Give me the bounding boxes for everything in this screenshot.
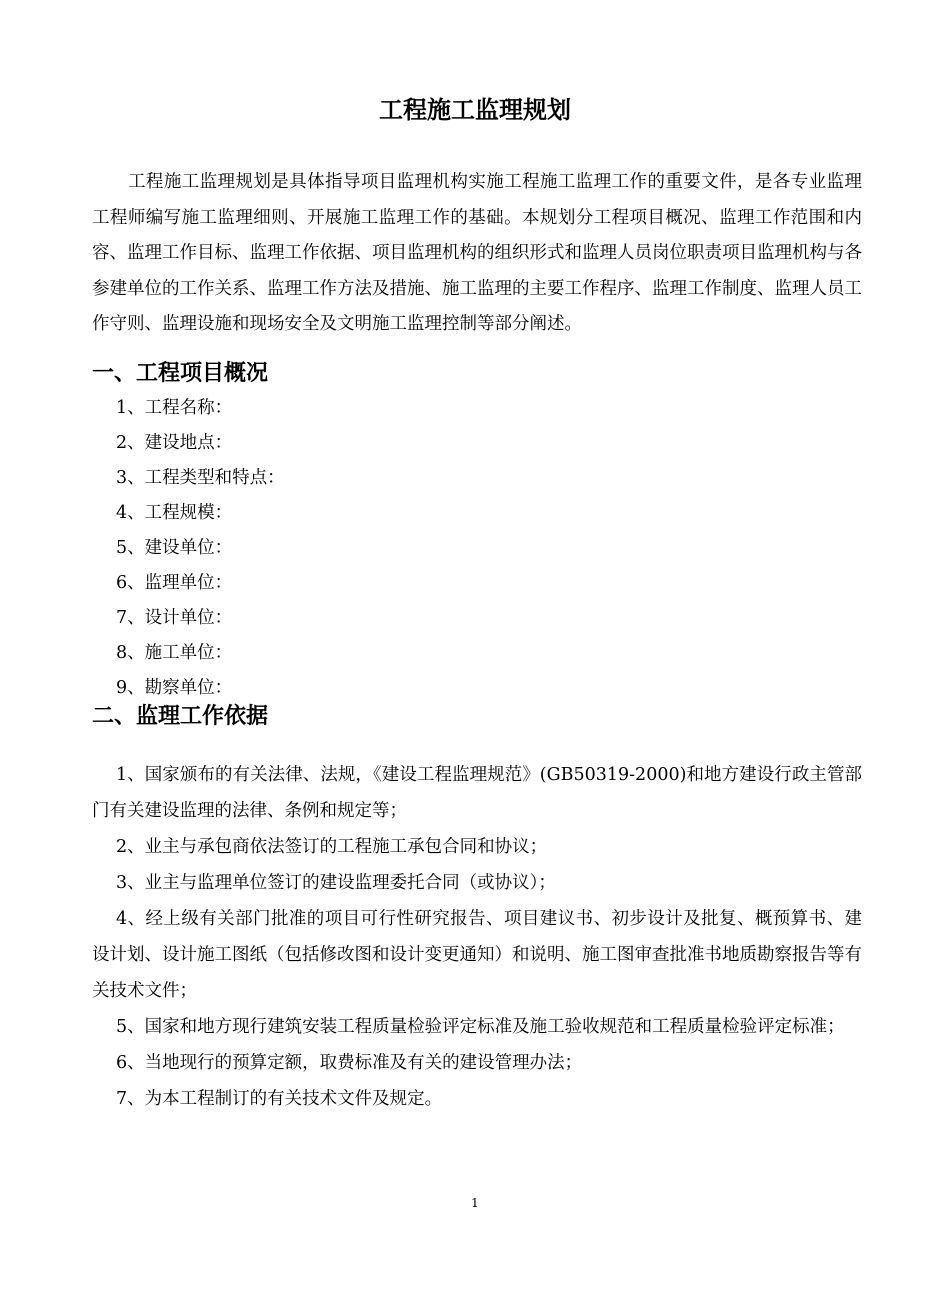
overview-item-contractor: 8、施工单位： bbox=[116, 643, 233, 663]
basis-item: 6、当地现行的预算定额，取费标准及有关的建设管理办法； bbox=[116, 1053, 583, 1073]
basis-item: 4、经上级有关部门批准的项目可行性研究报告、项目建议书、初步设计及批复、概预算书、建设计划、设计施工图纸（包括修改图和设计变更通知）和说明、施工图审查批准书地质勘察报告等有关技术文件； bbox=[92, 909, 862, 1001]
basis-item: 7、为本工程制订的有关技术文件及规定。 bbox=[116, 1089, 443, 1109]
basis-item: 3、业主与监理单位签订的建设监理委托合同（或协议）； bbox=[116, 873, 556, 893]
overview-item-owner: 5、建设单位： bbox=[116, 538, 233, 558]
overview-item-designer: 7、设计单位： bbox=[116, 608, 233, 628]
overview-item-type: 3、工程类型和特点： bbox=[116, 468, 285, 488]
document-title: 工程施工监理规划 bbox=[379, 96, 571, 124]
overview-item-supervisor: 6、监理单位： bbox=[116, 573, 233, 593]
section-heading-project-overview: 一、工程项目概况 bbox=[92, 361, 269, 386]
basis-item: 1、国家颁布的有关法律、法规，《建设工程监理规范》(GB50319-2000)和地方建设行政主管部门有关建设监理的法律、条例和规定等； bbox=[92, 765, 862, 821]
overview-item-project-name: 1、工程名称： bbox=[116, 398, 233, 418]
section-heading-supervision-basis: 二、监理工作依据 bbox=[92, 704, 269, 729]
intro-paragraph: 工程施工监理规划是具体指导项目监理机构实施工程施工监理工作的重要文件，是各专业监理工程师编写施工监理细则、开展施工监理工作的基础。本规划分工程项目概况、监理工作范围和内容、监理工作目标、监理工作依据、项目监理机构的组织形式和监理人员岗位职责项目监理机构与各参建单位的工作关系、监理工作方法及措施、施工监理的主要工作程序、监理工作制度、监理人员工作守则、监理设施和现场安全及文明施工监理控制等部分阐述。 bbox=[92, 172, 862, 334]
overview-item-surveyor: 9、勘察单位： bbox=[116, 678, 233, 698]
basis-list bbox=[92, 757, 862, 1117]
overview-item-location: 2、建设地点： bbox=[116, 433, 233, 453]
page-number: 1 bbox=[471, 1196, 479, 1210]
basis-item: 5、国家和地方现行建筑安装工程质量检验评定标准及施工验收规范和工程质量检验评定标准； bbox=[116, 1017, 845, 1037]
overview-item-scale: 4、工程规模： bbox=[116, 503, 233, 523]
basis-item: 2、业主与承包商依法签订的工程施工承包合同和协议； bbox=[116, 837, 548, 857]
